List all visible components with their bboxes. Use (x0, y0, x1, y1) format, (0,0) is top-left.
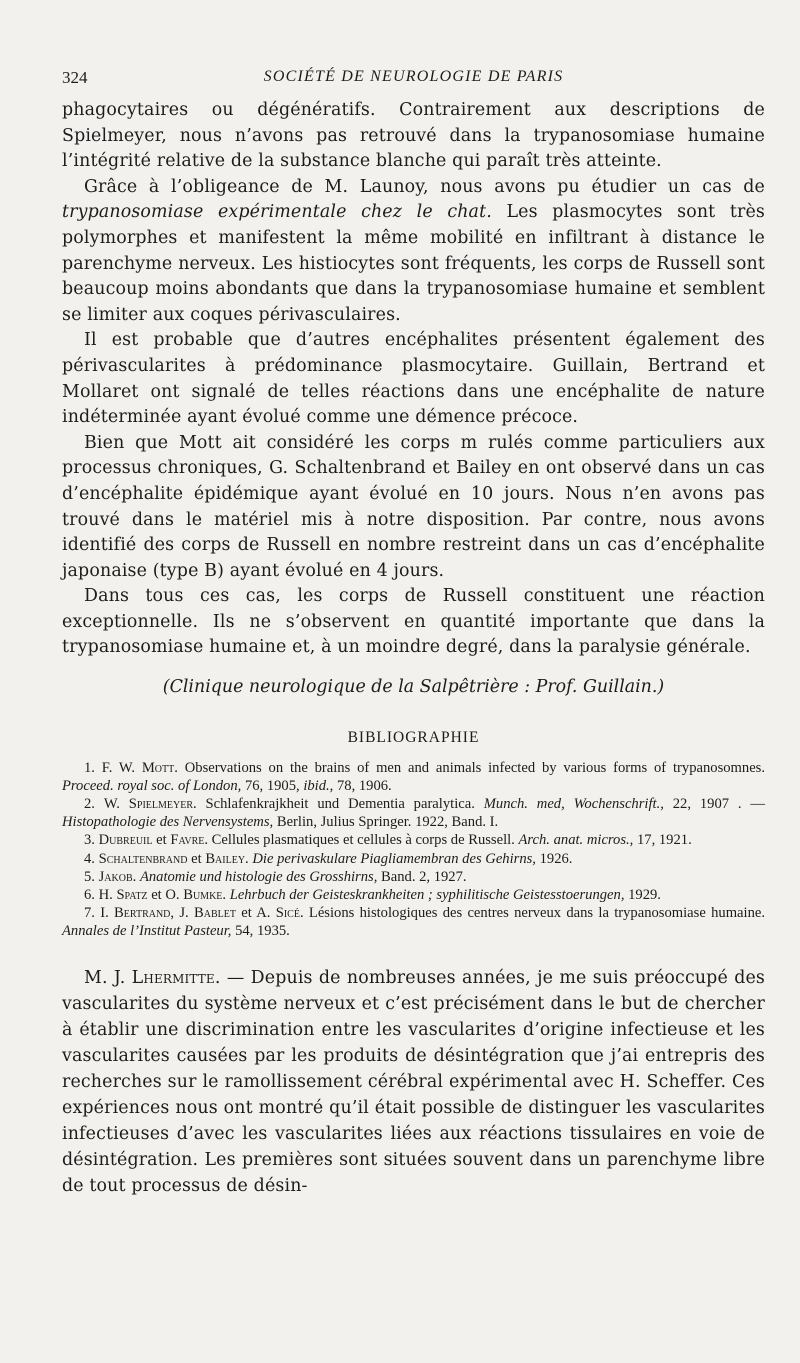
paragraph-2-italic: trypanosomiase expérimentale chez le chat. (62, 202, 492, 223)
ref-author-2: Bumke. (183, 887, 227, 904)
bib-ref-3 (62, 831, 765, 849)
ref-author: H. Spatz (98, 887, 148, 904)
ref-journal-2: Histopathologie des Nervensystems, (62, 814, 274, 831)
ref-number: 6. (84, 887, 95, 904)
bib-ref-5 (62, 868, 765, 886)
ref-journal: Anatomie und histologie des Grosshirns, (139, 868, 378, 885)
bib-ref-7 (62, 904, 765, 940)
ref-number: 7. (84, 905, 95, 922)
ref-author: Schaltenbrand (98, 850, 188, 867)
journal-page (62, 64, 765, 1199)
paragraph-2 (62, 175, 765, 329)
ref-journal: Arch. anat. micros., (518, 832, 634, 849)
bibliography-list (62, 759, 765, 941)
paragraph-1: phagocytaires ou dégénératifs. Contrairement aux descriptions de Spielmeyer, nous n’avons pas retrouvé dans la trypanosomiase humaine l’intégrité relative de la substance blanche qui paraît très atteinte. (62, 100, 765, 172)
ref-tail: 1926. (535, 850, 573, 867)
bib-ref-1 (62, 759, 765, 795)
ref-tail-2: Berlin, Julius Springer. 1922, Band. I. (273, 814, 499, 831)
page-number: 324 (62, 68, 88, 87)
paragraph-3: Il est probable que d’autres encéphalites présentent également des périvascularites à prédominance plasmocytaire. Guillain, Bertrand et Mollaret ont signalé de telles réactions dans une encéphalite de nature indéterminée ayant évolué comme une démence précoce. (62, 330, 765, 428)
paragraph-2-end: Les plasmocytes sont très polymorphes et manifestent la même mobilité en infiltrant à distance le parenchyme nerveux. Les histiocytes sont fréquents, les corps de Russell sont beaucoup moins abondants que dans la trypanosomiase humaine et semblent se limiter aux coques périvasculaires. (62, 202, 765, 325)
ref-journal: Annales de l’Institut Pasteur, (62, 923, 232, 940)
ref-author: W. Spielmeyer. (103, 796, 197, 813)
bib-ref-6 (62, 886, 765, 904)
ref-number: 2. (84, 796, 95, 813)
ref-tail: Band. 2, 1927. (377, 868, 467, 885)
ref-number: 4. (84, 850, 95, 867)
ref-tail: 22, 1907 . — (663, 796, 766, 813)
clinic-credit: (Clinique neurologique de la Salpêtrière : Prof. Guillain.) (162, 677, 665, 698)
ref-text: J. (174, 905, 194, 922)
ref-journal: Lehrbuch der Geisteskrankheiten ; syphilitische Geistesstoerungen, (229, 887, 625, 904)
ref-journal: Die perivaskulare Piagliamembran des Gehirns, (252, 850, 536, 867)
ref-text-3: Lésions histologiques des centres nerveux dans la trypanosomiase humaine. (303, 905, 766, 922)
bib-ref-2 (62, 795, 765, 831)
discussion-paragraph (62, 965, 765, 1199)
ref-tail: 17, 1921. (633, 832, 692, 849)
paragraph-4: Bien que Mott ait considéré les corps m rulés comme particuliers aux processus chroniques, G. Schaltenbrand et Bailey en ont observé dans un cas d’encéphalite épidémique ayant évolué en 10 jours. Nous n’en avons pas trouvé dans le matériel mis à notre disposition. Par contre, nous avons identifié des corps de Russell en nombre restreint dans un cas d’encéphalite japonaise (type B) ayant évolué en 4 jours. (62, 432, 765, 581)
ref-journal-2: ibid., (303, 777, 334, 794)
ref-author-2: Bailey. (205, 850, 249, 867)
ref-text: et (187, 850, 206, 867)
ref-number: 1. (84, 759, 95, 776)
ref-text: Observations on the brains of men and animals infected by various forms of trypanosomnes. (177, 759, 765, 776)
ref-author: I. Bertrand, (100, 905, 175, 922)
ref-author: Jakob. (98, 868, 137, 885)
bibliography-heading: BIBLIOGRAPHIE (347, 728, 480, 746)
page-header (62, 64, 765, 92)
ref-author: F. W. Mott. (101, 759, 178, 776)
ref-tail: 76, 1905, (241, 777, 304, 794)
ref-number: 3. (84, 832, 95, 849)
ref-tail: 54, 1935. (231, 923, 290, 940)
ref-author: Dubreuil (98, 832, 153, 849)
ref-text-2: et A. (235, 905, 276, 922)
ref-text-2: Cellules plasmatiques et cellules à corps de Russell. (208, 832, 519, 849)
ref-tail: 1929. (624, 887, 661, 904)
discussion-text: — Depuis de nombreuses années, je me suis préoccupé des vascularites du système nerveux et c’est précisément dans le but de chercher à établir une discrimination entre les vascularites d’origine infectieuse et les vascularites causées par les produits de désintégration que j’ai entrepris des recherches sur le ramollissement cérébral expérimental avec H. Scheffer. Ces expériences nous ont montré qu’il était possible de distinguer les vascularites infectieuses d’avec les vascularites liées aux réactions tissulaires en voie de désintégration. Les premières sont situées souvent dans un parenchyme libre de tout processus de désin- (62, 967, 765, 1196)
ref-number: 5. (84, 868, 95, 885)
ref-author-3: Sicé. (275, 905, 304, 922)
paragraph-5: Dans tous ces cas, les corps de Russell constituent une réaction exceptionnelle. Ils ne s’observent en quantité importante que dans la trypanosomiase humaine et, à un moindre degré, dans la paralysie générale. (62, 586, 765, 658)
ref-author-2: Favre. (170, 832, 209, 849)
ref-journal: Munch. med, Wochenschrift., (483, 796, 664, 813)
ref-text: et O. (147, 887, 184, 904)
lhermitte-discussion (62, 965, 765, 1199)
ref-text: et (152, 832, 171, 849)
bib-ref-4 (62, 850, 765, 868)
ref-journal: Proceed. royal soc. of London, (62, 777, 242, 794)
speaker-name: M. J. Lhermitte. (84, 967, 221, 988)
ref-text: Schlafenkrajkheit und Dementia paralytica. (196, 796, 484, 813)
paragraph-2-start: Grâce à l’obligeance de M. Launoy, nous avons pu étudier un cas de (84, 176, 765, 197)
body-text (62, 98, 765, 661)
running-title: SOCIÉTÉ DE NEUROLOGIE DE PARIS (263, 68, 564, 85)
ref-tail-2: 78, 1906. (333, 777, 392, 794)
ref-author-2: Bablet (193, 905, 236, 922)
